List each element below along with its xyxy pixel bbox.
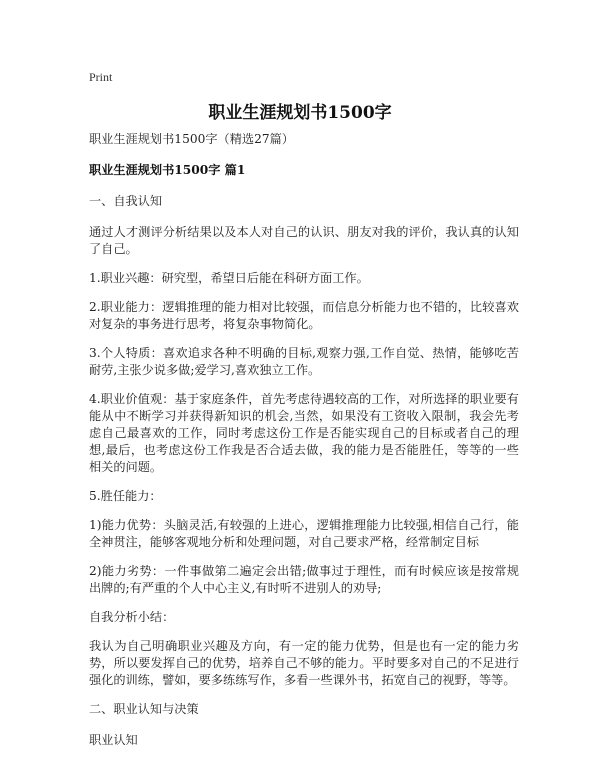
document-title: 职业生涯规划书1500字 — [208, 103, 392, 123]
document-subtitle: 职业生涯规划书1500字（精选27篇） — [89, 132, 294, 146]
paragraph-weaknesses: 2)能力劣势：一件事做第二遍定会出错;做事过于理性，而有时候应该是按常规出牌的;有严重的个人中心主义,有时听不进别人的劝导; — [89, 564, 519, 595]
heading-self-awareness: 一、自我认知 — [89, 194, 163, 208]
document-body — [89, 131, 519, 761]
paragraph-intro: 通过人才测评分析结果以及本人对自己的认识、朋友对我的评价，我认真的认知了自己。 — [89, 225, 519, 256]
paragraph-strengths: 1)能力优势：头脑灵活,有较强的上进心，逻辑推理能力比较强,相信自己行，能全神贯注，能够客观地分析和处理问题，对自己要求严格，经常制定目标 — [89, 518, 519, 549]
paragraph-career-cognition: 职业认知 — [89, 733, 138, 747]
heading-career-decision: 二、职业认知与决策 — [89, 702, 199, 716]
section-heading: 职业生涯规划书1500字 篇1 — [89, 163, 246, 177]
paragraph-interest: 1.职业兴趣：研究型，希望日后能在科研方面工作。 — [89, 271, 369, 285]
paragraph-summary-heading: 自我分析小结： — [89, 610, 175, 624]
paragraph-summary: 我认为自己明确职业兴趣及方向，有一定的能力优势，但是也有一定的能力劣势，所以要发挥自己的优势，培养自己不够的能力。平时要多对自己的不足进行强化的训练，譬如，要多练练写作，多看一些课外书，拓宽自己的视野，等等。 — [89, 639, 519, 687]
paragraph-ability: 2.职业能力：逻辑推理的能力相对比较强，而信息分析能力也不错的，比较喜欢对复杂的事务进行思考，将复杂事物简化。 — [89, 300, 519, 331]
paragraph-values: 4.职业价值观：基于家庭条件，首先考虑待遇较高的工作，对所选择的职业要有能从中不断学习并获得新知识的机会,当然，如果没有工资收入限制，我会先考虑自己最喜欢的工作，同时考虑这份工作是否能实现自己的目标或者自己的理想,最后，也考虑这份工作我是否合适去做，我的能力是否能胜任，等等的一些相关的问题。 — [89, 392, 519, 474]
print-label[interactable]: Print — [89, 70, 113, 84]
paragraph-traits: 3.个人特质：喜欢追求各种不明确的目标,观察力强,工作自觉、热情，能够吃苦耐劳,主张少说多做;爱学习,喜欢独立工作。 — [89, 346, 519, 377]
paragraph-competency-heading: 5.胜任能力： — [89, 489, 162, 503]
